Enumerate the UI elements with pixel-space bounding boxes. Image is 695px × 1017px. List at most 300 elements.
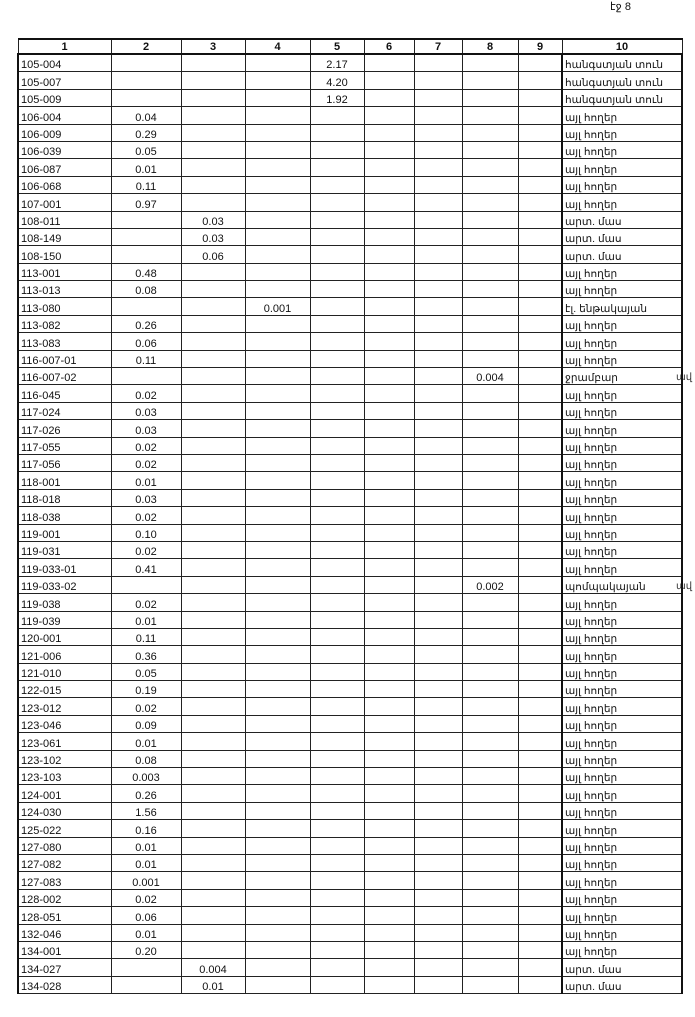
plot-code-cell: 128-051 <box>18 907 111 924</box>
area-cell-col8 <box>462 976 518 993</box>
land-use-cell: այլ հողեր <box>562 628 682 645</box>
land-use-cell: հանգստյան տուն <box>562 72 682 89</box>
area-cell-col9 <box>518 72 562 89</box>
area-cell-col2 <box>111 976 181 993</box>
land-use-cell: այլ հողեր <box>562 437 682 454</box>
land-use-cell: այլ հողեր <box>562 733 682 750</box>
plot-code-cell: 118-001 <box>18 472 111 489</box>
land-use-cell: հանգստյան տուն <box>562 54 682 72</box>
area-cell-col9 <box>518 854 562 871</box>
area-cell-col3 <box>181 368 245 385</box>
area-cell-col3 <box>181 646 245 663</box>
area-cell-col8 <box>462 385 518 402</box>
area-cell-col5 <box>310 907 364 924</box>
area-cell-col8 <box>462 924 518 941</box>
area-cell-col2: 0.04 <box>111 107 181 124</box>
area-cell-col3 <box>181 472 245 489</box>
area-cell-col5 <box>310 941 364 958</box>
area-cell-col4 <box>245 628 310 645</box>
plot-code-cell: 116-007-01 <box>18 350 111 367</box>
table-row <box>18 246 682 263</box>
area-cell-col5 <box>310 976 364 993</box>
area-cell-col3 <box>181 681 245 698</box>
area-cell-col7 <box>414 959 462 976</box>
area-cell-col9 <box>518 159 562 176</box>
area-cell-col8 <box>462 628 518 645</box>
plot-code-cell: 108-150 <box>18 246 111 263</box>
table-row <box>18 54 682 72</box>
area-cell-col8: 0.002 <box>462 576 518 593</box>
table-row <box>18 454 682 471</box>
land-use-cell: այլ հողեր <box>562 333 682 350</box>
area-cell-col4 <box>245 124 310 141</box>
plot-code-cell: 118-038 <box>18 507 111 524</box>
area-cell-col3: 0.06 <box>181 246 245 263</box>
area-cell-col9 <box>518 541 562 558</box>
table-row <box>18 368 682 385</box>
table-row <box>18 628 682 645</box>
area-cell-col4 <box>245 594 310 611</box>
area-cell-col3 <box>181 941 245 958</box>
area-cell-col9 <box>518 194 562 211</box>
area-cell-col3 <box>181 889 245 906</box>
area-cell-col5 <box>310 472 364 489</box>
land-use-cell: այլ հողեր <box>562 681 682 698</box>
table-row <box>18 941 682 958</box>
area-cell-col2: 0.01 <box>111 837 181 854</box>
land-use-cell: այլ հողեր <box>562 872 682 889</box>
area-cell-col9 <box>518 594 562 611</box>
table-row <box>18 385 682 402</box>
land-use-cell: այլ հողեր <box>562 194 682 211</box>
area-cell-col3 <box>181 281 245 298</box>
area-cell-col6 <box>364 107 414 124</box>
area-cell-col5 <box>310 298 364 315</box>
table-row <box>18 107 682 124</box>
area-cell-col5 <box>310 733 364 750</box>
area-cell-col5 <box>310 924 364 941</box>
area-cell-col7 <box>414 281 462 298</box>
area-cell-col7 <box>414 159 462 176</box>
plot-code-cell: 119-031 <box>18 541 111 558</box>
area-cell-col5 <box>310 594 364 611</box>
area-cell-col9 <box>518 350 562 367</box>
area-cell-col9 <box>518 698 562 715</box>
area-cell-col3 <box>181 315 245 332</box>
plot-code-cell: 113-083 <box>18 333 111 350</box>
area-cell-col2 <box>111 228 181 245</box>
area-cell-col6 <box>364 246 414 263</box>
area-cell-col4 <box>245 837 310 854</box>
area-cell-col3 <box>181 594 245 611</box>
page-number: էջ 8 <box>610 1 631 13</box>
area-cell-col2: 0.48 <box>111 263 181 280</box>
area-cell-col9 <box>518 785 562 802</box>
area-cell-col9 <box>518 907 562 924</box>
area-cell-col4 <box>245 472 310 489</box>
area-cell-col8 <box>462 733 518 750</box>
area-cell-col6 <box>364 646 414 663</box>
area-cell-col7 <box>414 750 462 767</box>
table-row <box>18 524 682 541</box>
area-cell-col6 <box>364 959 414 976</box>
column-header-6: 6 <box>364 39 414 54</box>
area-cell-col6 <box>364 628 414 645</box>
land-use-cell: արտ. մաս <box>562 228 682 245</box>
table-row <box>18 402 682 419</box>
plot-code-cell: 105-009 <box>18 89 111 106</box>
area-cell-col3 <box>181 194 245 211</box>
area-cell-col2: 0.02 <box>111 541 181 558</box>
column-header-8: 8 <box>462 39 518 54</box>
area-cell-col3: 0.004 <box>181 959 245 976</box>
area-cell-col6 <box>364 281 414 298</box>
land-use-cell: այլ հողեր <box>562 489 682 506</box>
area-cell-col2: 0.08 <box>111 281 181 298</box>
area-cell-col8 <box>462 663 518 680</box>
area-cell-col9 <box>518 889 562 906</box>
area-cell-col5 <box>310 854 364 871</box>
table-row <box>18 350 682 367</box>
area-cell-col7 <box>414 889 462 906</box>
area-cell-col2: 0.36 <box>111 646 181 663</box>
table-row <box>18 315 682 332</box>
area-cell-col7 <box>414 489 462 506</box>
area-cell-col6 <box>364 611 414 628</box>
plot-code-cell: 123-061 <box>18 733 111 750</box>
area-cell-col2: 0.26 <box>111 785 181 802</box>
area-cell-col2: 0.26 <box>111 315 181 332</box>
table-row <box>18 768 682 785</box>
area-cell-col7 <box>414 837 462 854</box>
plot-code-cell: 121-010 <box>18 663 111 680</box>
area-cell-col4 <box>245 107 310 124</box>
area-cell-col5 <box>310 837 364 854</box>
plot-code-cell: 134-028 <box>18 976 111 993</box>
area-cell-col8 <box>462 941 518 958</box>
area-cell-col3 <box>181 715 245 732</box>
area-cell-col2: 1.56 <box>111 802 181 819</box>
area-cell-col6 <box>364 837 414 854</box>
area-cell-col6 <box>364 368 414 385</box>
area-cell-col9 <box>518 524 562 541</box>
land-use-cell: այլ հողեր <box>562 541 682 558</box>
area-cell-col3 <box>181 907 245 924</box>
area-cell-col3 <box>181 854 245 871</box>
area-cell-col6 <box>364 559 414 576</box>
margin-note: ավ <box>676 581 693 592</box>
area-cell-col9 <box>518 820 562 837</box>
plot-code-cell: 107-001 <box>18 194 111 211</box>
plot-code-cell: 127-083 <box>18 872 111 889</box>
area-cell-col8 <box>462 402 518 419</box>
plot-code-cell: 108-149 <box>18 228 111 245</box>
plot-code-cell: 105-007 <box>18 72 111 89</box>
land-use-cell: այլ հողեր <box>562 750 682 767</box>
land-use-cell: այլ հողեր <box>562 524 682 541</box>
area-cell-col7 <box>414 785 462 802</box>
table-row <box>18 211 682 228</box>
area-cell-col3 <box>181 159 245 176</box>
land-use-cell: այլ հողեր <box>562 907 682 924</box>
area-cell-col6 <box>364 228 414 245</box>
area-cell-col9 <box>518 941 562 958</box>
land-use-cell: այլ հողեր <box>562 594 682 611</box>
table-row <box>18 959 682 976</box>
table-row <box>18 907 682 924</box>
area-cell-col5 <box>310 646 364 663</box>
column-header-2: 2 <box>111 39 181 54</box>
table-row <box>18 72 682 89</box>
table-row <box>18 541 682 558</box>
table-row <box>18 698 682 715</box>
area-cell-col8 <box>462 768 518 785</box>
plot-code-cell: 106-087 <box>18 159 111 176</box>
table-row <box>18 420 682 437</box>
area-cell-col2: 0.03 <box>111 489 181 506</box>
land-use-cell: այլ հողեր <box>562 281 682 298</box>
plot-code-cell: 117-024 <box>18 402 111 419</box>
area-cell-col3 <box>181 350 245 367</box>
area-cell-col4 <box>245 976 310 993</box>
plot-code-cell: 125-022 <box>18 820 111 837</box>
area-cell-col5 <box>310 785 364 802</box>
area-cell-col4 <box>245 646 310 663</box>
table-row <box>18 681 682 698</box>
area-cell-col8 <box>462 159 518 176</box>
area-cell-col3 <box>181 72 245 89</box>
area-cell-col3: 0.03 <box>181 211 245 228</box>
plot-code-cell: 134-001 <box>18 941 111 958</box>
table-row <box>18 298 682 315</box>
area-cell-col8 <box>462 559 518 576</box>
area-cell-col2: 0.11 <box>111 628 181 645</box>
table-row <box>18 176 682 193</box>
area-cell-col9 <box>518 559 562 576</box>
land-use-cell: հանգստյան տուն <box>562 89 682 106</box>
area-cell-col4 <box>245 889 310 906</box>
area-cell-col8 <box>462 107 518 124</box>
land-use-cell: այլ հողեր <box>562 924 682 941</box>
table-body <box>18 54 682 994</box>
area-cell-col2: 0.02 <box>111 454 181 471</box>
area-cell-col6 <box>364 333 414 350</box>
area-cell-col3 <box>181 333 245 350</box>
area-cell-col9 <box>518 368 562 385</box>
area-cell-col6 <box>364 72 414 89</box>
area-cell-col8 <box>462 437 518 454</box>
area-cell-col3 <box>181 176 245 193</box>
land-use-cell: այլ հողեր <box>562 854 682 871</box>
area-cell-col6 <box>364 298 414 315</box>
area-cell-col5: 4.20 <box>310 72 364 89</box>
area-cell-col2 <box>111 298 181 315</box>
area-cell-col6 <box>364 350 414 367</box>
area-cell-col2: 0.02 <box>111 437 181 454</box>
area-cell-col5 <box>310 368 364 385</box>
area-cell-col2 <box>111 72 181 89</box>
area-cell-col8 <box>462 646 518 663</box>
area-cell-col4 <box>245 263 310 280</box>
area-cell-col6 <box>364 681 414 698</box>
area-cell-col9 <box>518 576 562 593</box>
area-cell-col9 <box>518 437 562 454</box>
area-cell-col3 <box>181 837 245 854</box>
area-cell-col2: 0.03 <box>111 402 181 419</box>
area-cell-col4 <box>245 454 310 471</box>
area-cell-col7 <box>414 315 462 332</box>
area-cell-col3 <box>181 733 245 750</box>
area-cell-col8 <box>462 420 518 437</box>
area-cell-col8 <box>462 820 518 837</box>
area-cell-col9 <box>518 54 562 72</box>
area-cell-col4 <box>245 211 310 228</box>
area-cell-col7 <box>414 733 462 750</box>
area-cell-col6 <box>364 820 414 837</box>
area-cell-col7 <box>414 941 462 958</box>
area-cell-col2 <box>111 576 181 593</box>
area-cell-col3 <box>181 750 245 767</box>
area-cell-col5 <box>310 872 364 889</box>
area-cell-col7 <box>414 663 462 680</box>
area-cell-col4 <box>245 176 310 193</box>
area-cell-col3 <box>181 541 245 558</box>
plot-code-cell: 113-080 <box>18 298 111 315</box>
area-cell-col8 <box>462 959 518 976</box>
land-use-cell: այլ հողեր <box>562 768 682 785</box>
area-cell-col5 <box>310 681 364 698</box>
area-cell-col6 <box>364 854 414 871</box>
table-row <box>18 872 682 889</box>
table-row <box>18 611 682 628</box>
plot-code-cell: 116-007-02 <box>18 368 111 385</box>
area-cell-col3 <box>181 663 245 680</box>
land-use-cell: ջրամբար <box>562 368 682 385</box>
land-use-cell: այլ հողեր <box>562 107 682 124</box>
area-cell-col6 <box>364 194 414 211</box>
area-cell-col7 <box>414 420 462 437</box>
land-use-cell: այլ հողեր <box>562 420 682 437</box>
area-cell-col3 <box>181 698 245 715</box>
area-cell-col7 <box>414 541 462 558</box>
plot-code-cell: 123-103 <box>18 768 111 785</box>
area-cell-col6 <box>364 54 414 72</box>
area-cell-col2 <box>111 54 181 72</box>
area-cell-col6 <box>364 159 414 176</box>
area-cell-col2: 0.10 <box>111 524 181 541</box>
table-row <box>18 559 682 576</box>
land-use-cell: այլ հողեր <box>562 802 682 819</box>
area-cell-col7 <box>414 872 462 889</box>
table-row <box>18 785 682 802</box>
area-cell-col2: 0.41 <box>111 559 181 576</box>
area-cell-col9 <box>518 124 562 141</box>
table-row <box>18 576 682 593</box>
land-use-cell: պոմպակայան <box>562 576 682 593</box>
land-use-cell: այլ հողեր <box>562 715 682 732</box>
area-cell-col7 <box>414 820 462 837</box>
area-cell-col5 <box>310 159 364 176</box>
table-row <box>18 194 682 211</box>
area-cell-col2: 0.05 <box>111 141 181 158</box>
area-cell-col6 <box>364 663 414 680</box>
area-cell-col3 <box>181 924 245 941</box>
area-cell-col6 <box>364 733 414 750</box>
area-cell-col4 <box>245 507 310 524</box>
area-cell-col8 <box>462 854 518 871</box>
area-cell-col4 <box>245 681 310 698</box>
area-cell-col2: 0.02 <box>111 698 181 715</box>
area-cell-col3 <box>181 872 245 889</box>
area-cell-col7 <box>414 437 462 454</box>
area-cell-col9 <box>518 924 562 941</box>
area-cell-col4 <box>245 489 310 506</box>
table-header-row <box>18 39 682 54</box>
area-cell-col4 <box>245 541 310 558</box>
area-cell-col4 <box>245 141 310 158</box>
area-cell-col3 <box>181 54 245 72</box>
area-cell-col4 <box>245 228 310 245</box>
area-cell-col9 <box>518 628 562 645</box>
area-cell-col3 <box>181 420 245 437</box>
area-cell-col8 <box>462 472 518 489</box>
table-row <box>18 89 682 106</box>
area-cell-col9 <box>518 837 562 854</box>
plot-code-cell: 119-033-02 <box>18 576 111 593</box>
table-row <box>18 228 682 245</box>
land-use-cell: էլ. ենթակայան <box>562 298 682 315</box>
area-cell-col3 <box>181 402 245 419</box>
area-cell-col8 <box>462 489 518 506</box>
area-cell-col9 <box>518 281 562 298</box>
area-cell-col3 <box>181 124 245 141</box>
area-cell-col6 <box>364 785 414 802</box>
area-cell-col9 <box>518 976 562 993</box>
area-cell-col8 <box>462 594 518 611</box>
area-cell-col8 <box>462 281 518 298</box>
area-cell-col8 <box>462 681 518 698</box>
area-cell-col5 <box>310 246 364 263</box>
area-cell-col6 <box>364 385 414 402</box>
area-cell-col4 <box>245 333 310 350</box>
column-header-5: 5 <box>310 39 364 54</box>
area-cell-col4 <box>245 785 310 802</box>
area-cell-col4 <box>245 872 310 889</box>
table-row <box>18 663 682 680</box>
area-cell-col4 <box>245 802 310 819</box>
plot-code-cell: 127-080 <box>18 837 111 854</box>
area-cell-col5 <box>310 768 364 785</box>
area-cell-col6 <box>364 924 414 941</box>
area-cell-col6 <box>364 420 414 437</box>
area-cell-col2: 0.02 <box>111 889 181 906</box>
area-cell-col7 <box>414 263 462 280</box>
plot-code-cell: 132-046 <box>18 924 111 941</box>
area-cell-col4 <box>245 733 310 750</box>
area-cell-col7 <box>414 854 462 871</box>
area-cell-col8 <box>462 872 518 889</box>
area-cell-col7 <box>414 576 462 593</box>
area-cell-col3 <box>181 298 245 315</box>
area-cell-col2: 0.02 <box>111 507 181 524</box>
area-cell-col3 <box>181 559 245 576</box>
area-cell-col2: 0.01 <box>111 159 181 176</box>
land-use-cell: այլ հողեր <box>562 698 682 715</box>
plot-code-cell: 123-046 <box>18 715 111 732</box>
area-cell-col8 <box>462 89 518 106</box>
land-use-cell: այլ հողեր <box>562 402 682 419</box>
area-cell-col5 <box>310 454 364 471</box>
